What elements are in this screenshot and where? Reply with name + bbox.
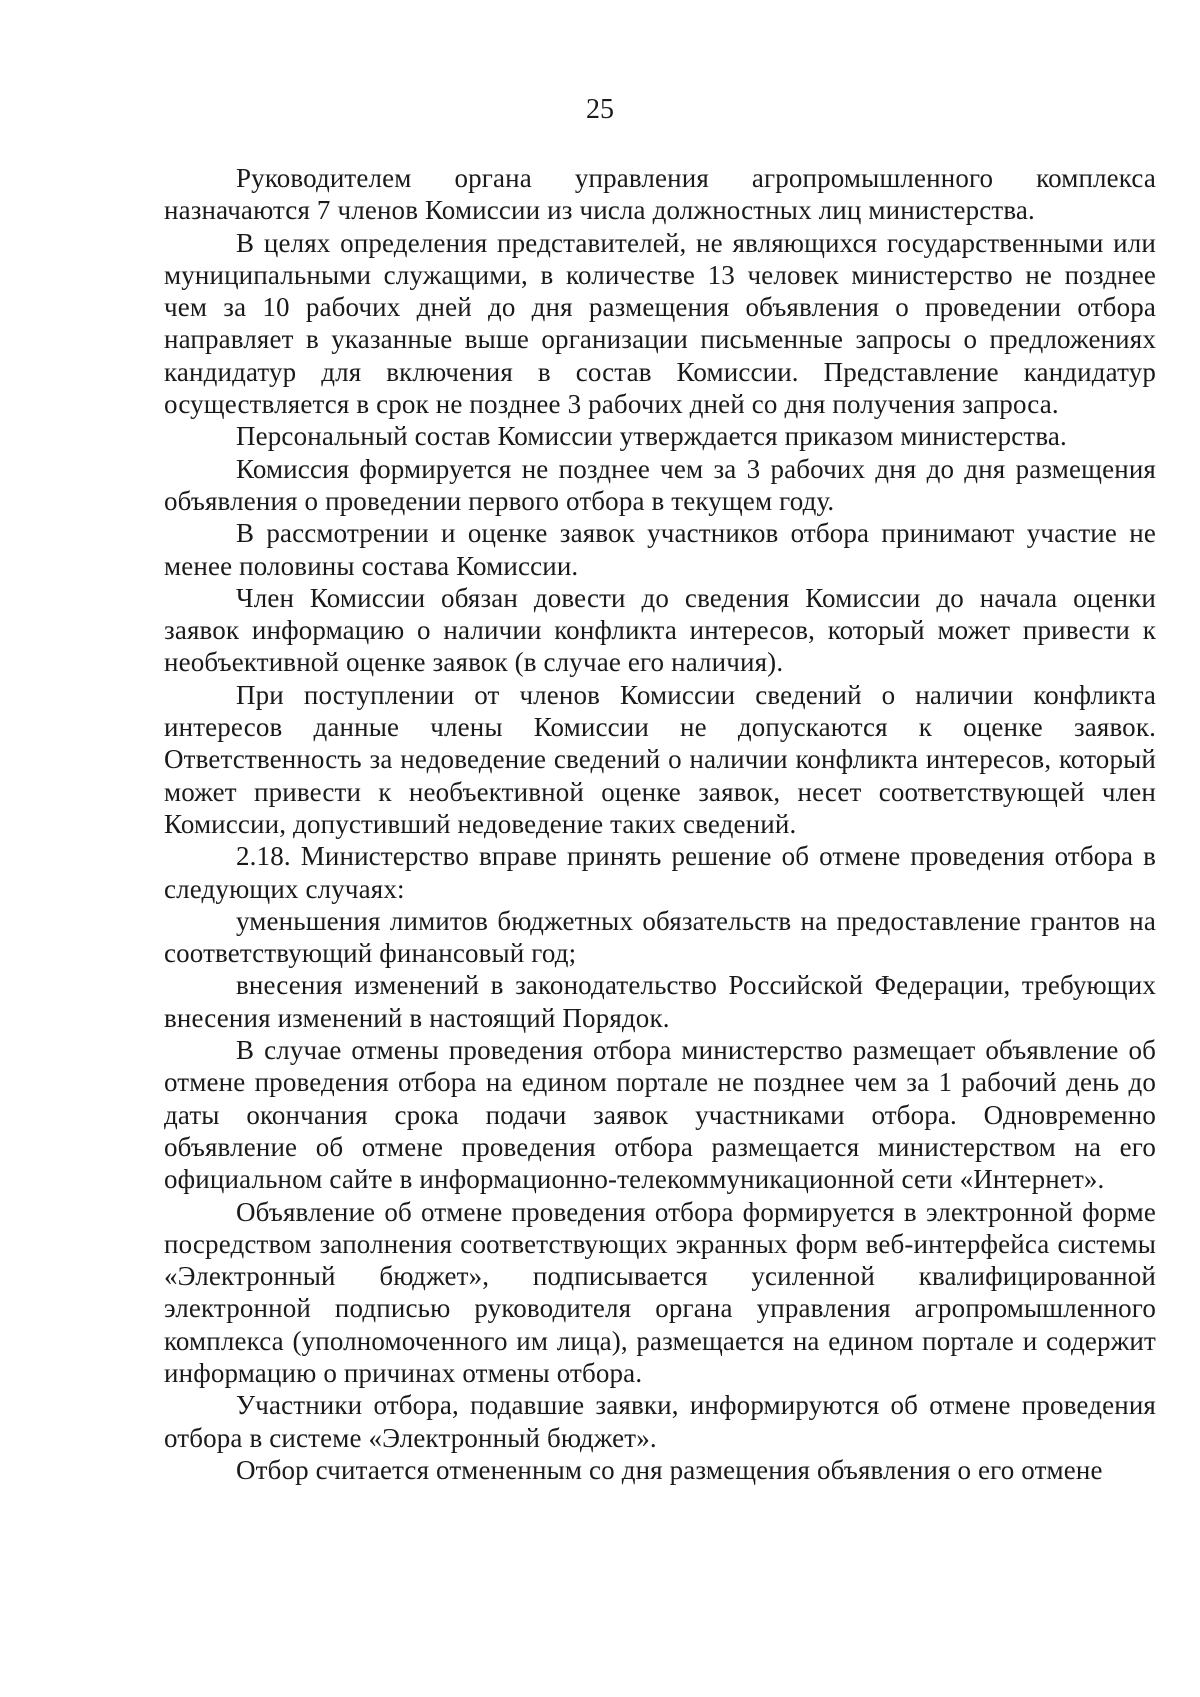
paragraph: В случае отмены проведения отбора министерство размещает объявление об отмене проведения отбора на едином портале не позднее чем за 1 рабочий день до даты окончания срока подачи заявок участниками отбора. Одновременно объявление об отмене проведения отбора размещается министерством на его официальном сайте в информационно-телекоммуникационной сети «Интернет». bbox=[164, 1035, 1156, 1195]
page-number: 25 bbox=[586, 94, 614, 125]
paragraph: Объявление об отмене проведения отбора формируется в электронной форме посредством заполнения соответствующих экранных форм веб-интерфейса системы «Электронный бюджет», подписывается усиленной квалифицированной электронной подписью руководителя органа управления агропромышленного комплекса (уполномоченного им лица), размещается на едином портале и содержит информацию о причинах отмены отбора. bbox=[164, 1196, 1156, 1388]
paragraph: Участники отбора, подавшие заявки, информируются об отмене проведения отбора в системе «Электронный бюджет». bbox=[164, 1390, 1156, 1453]
paragraph: 2.18. Министерство вправе принять решение об отмене проведения отбора в следующих случаях: bbox=[164, 841, 1156, 904]
paragraph: Комиссия формируется не позднее чем за 3 рабочих дня до дня размещения объявления о проведении первого отбора в текущем году. bbox=[164, 453, 1156, 516]
paragraph: В рассмотрении и оценке заявок участников отбора принимают участие не менее половины состава Комиссии. bbox=[164, 518, 1156, 581]
document-body bbox=[164, 162, 1156, 1486]
paragraph: Отбор считается отмененным со дня размещения объявления о его отмене bbox=[236, 1454, 1103, 1485]
paragraph: Член Комиссии обязан довести до сведения Комиссии до начала оценки заявок информацию о наличии конфликта интересов, который может привести к необъективной оценке заявок (в случае его наличия). bbox=[164, 582, 1156, 678]
paragraph: При поступлении от членов Комиссии сведений о наличии конфликта интересов данные члены Комиссии не допускаются к оценке заявок. Ответственность за недоведение сведений о наличии конфликта интересов, который может привести к необъективной оценке заявок, несет соответствующей член Комиссии, допустивший недоведение таких сведений. bbox=[164, 679, 1156, 839]
paragraph: уменьшения лимитов бюджетных обязательств на предоставление грантов на соответствующий финансовый год; bbox=[164, 905, 1156, 969]
paragraph: Персональный состав Комиссии утверждается приказом министерства. bbox=[236, 421, 1067, 452]
paragraph: Руководителем органа управления агропромышленного комплекса назначаются 7 членов Комиссии из числа должностных лиц министерства. bbox=[164, 163, 1156, 226]
paragraph: В целях определения представителей, не являющихся государственными или муниципальными служащими, в количестве 13 человек министерство не позднее чем за 10 рабочих дней до дня размещения объявления о проведении отбора направляет в указанные выше организации письменные запросы о предложениях кандидатур для включения в состав Комиссии. Представление кандидатур осуществляется в срок не позднее 3 рабочих дней со дня получения запроса. bbox=[164, 227, 1156, 420]
paragraph: внесения изменений в законодательство Российской Федерации, требующих внесения изменений в настоящий Порядок. bbox=[164, 970, 1156, 1033]
